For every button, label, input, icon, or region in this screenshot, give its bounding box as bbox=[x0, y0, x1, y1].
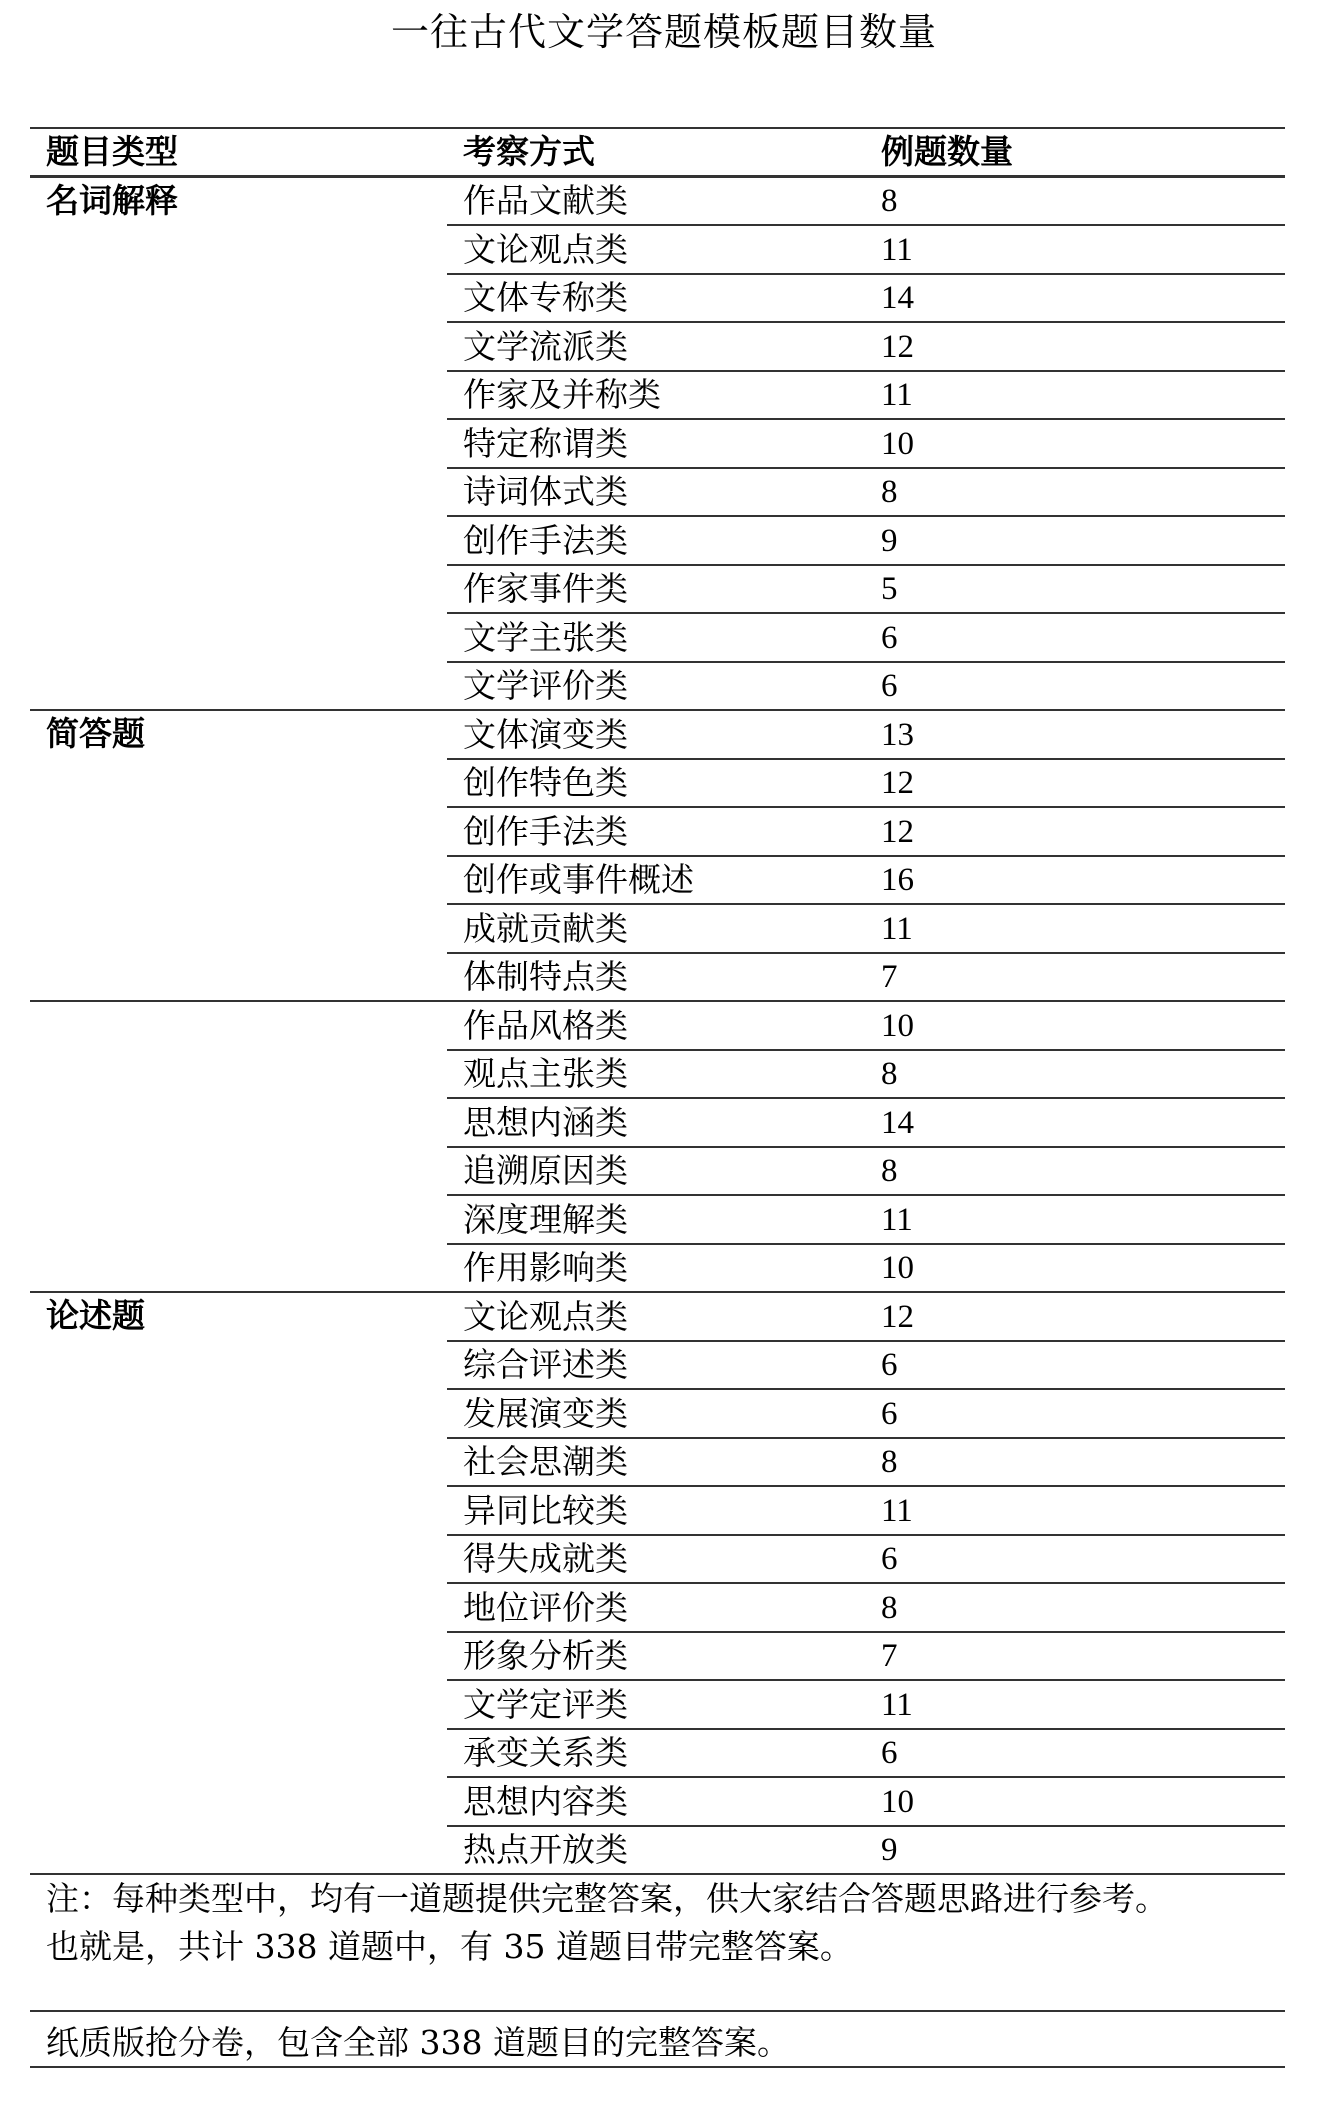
header-example-count: 例题数量 bbox=[881, 132, 1013, 171]
note-line-1: 注：每种类型中，均有一道题提供完整答案，供大家结合答题思路进行参考。 bbox=[46, 1879, 1168, 1918]
exam-method-cell: 深度理解类 bbox=[447, 1195, 865, 1244]
header-exam-method: 考察方式 bbox=[463, 132, 595, 171]
header-question-type: 题目类型 bbox=[46, 132, 178, 171]
exam-method-cell: 作家及并称类 bbox=[447, 371, 865, 420]
example-count-cell: 11 bbox=[865, 225, 1285, 274]
question-count-table-wrap bbox=[30, 127, 1285, 1875]
exam-method-cell: 追溯原因类 bbox=[447, 1147, 865, 1196]
exam-method-cell: 观点主张类 bbox=[447, 1050, 865, 1099]
exam-method-cell: 创作手法类 bbox=[447, 516, 865, 565]
note-line-3: 纸质版抢分卷，包含全部 338 道题目的完整答案。 bbox=[46, 2023, 790, 2062]
exam-method-cell: 文体演变类 bbox=[447, 710, 865, 759]
exam-method-cell: 诗词体式类 bbox=[447, 468, 865, 517]
example-count-cell: 16 bbox=[865, 856, 1285, 905]
example-count-cell: 11 bbox=[865, 1680, 1285, 1729]
example-count-cell: 5 bbox=[865, 565, 1285, 614]
example-count-cell: 10 bbox=[865, 1777, 1285, 1826]
notes-section bbox=[46, 1875, 1286, 2067]
header-row bbox=[30, 128, 1285, 177]
example-count-cell: 9 bbox=[865, 1826, 1285, 1875]
exam-method-cell: 文学主张类 bbox=[447, 613, 865, 662]
question-type-group bbox=[30, 710, 1285, 1001]
exam-method-cell: 综合评述类 bbox=[447, 1341, 865, 1390]
example-count-cell: 8 bbox=[865, 177, 1285, 226]
example-count-cell: 11 bbox=[865, 371, 1285, 420]
example-count-cell: 7 bbox=[865, 1632, 1285, 1681]
example-count-cell: 9 bbox=[865, 516, 1285, 565]
example-count-cell: 10 bbox=[865, 1001, 1285, 1050]
exam-method-cell: 社会思潮类 bbox=[447, 1438, 865, 1487]
example-count-cell: 10 bbox=[865, 1244, 1285, 1293]
example-count-cell: 6 bbox=[865, 1729, 1285, 1778]
example-count-cell: 14 bbox=[865, 1098, 1285, 1147]
question-type-cell: 名词解释 bbox=[46, 181, 178, 220]
example-count-cell: 10 bbox=[865, 419, 1285, 468]
table-row bbox=[30, 710, 1285, 759]
exam-method-cell: 文论观点类 bbox=[447, 225, 865, 274]
example-count-cell: 8 bbox=[865, 1050, 1285, 1099]
example-count-cell: 12 bbox=[865, 807, 1285, 856]
exam-method-cell: 文学定评类 bbox=[447, 1680, 865, 1729]
example-count-cell: 14 bbox=[865, 274, 1285, 323]
question-type-cell: 简答题 bbox=[46, 714, 145, 753]
example-count-cell: 6 bbox=[865, 1535, 1285, 1584]
bottom-rule bbox=[30, 2066, 1285, 2068]
exam-method-cell: 承变关系类 bbox=[447, 1729, 865, 1778]
note-line-2: 也就是，共计 338 道题中，有 35 道题目带完整答案。 bbox=[46, 1927, 853, 1966]
example-count-cell: 8 bbox=[865, 1583, 1285, 1632]
exam-method-cell: 创作或事件概述 bbox=[447, 856, 865, 905]
exam-method-cell: 成就贡献类 bbox=[447, 904, 865, 953]
example-count-cell: 6 bbox=[865, 613, 1285, 662]
table-row bbox=[30, 1292, 1285, 1341]
example-count-cell: 11 bbox=[865, 1195, 1285, 1244]
question-type-cell: 论述题 bbox=[46, 1296, 145, 1335]
exam-method-cell: 发展演变类 bbox=[447, 1389, 865, 1438]
exam-method-cell: 思想内涵类 bbox=[447, 1098, 865, 1147]
notes-divider bbox=[30, 2010, 1285, 2012]
exam-method-cell: 地位评价类 bbox=[447, 1583, 865, 1632]
question-type-group bbox=[30, 177, 1285, 711]
exam-method-cell: 得失成就类 bbox=[447, 1535, 865, 1584]
exam-method-cell: 文学流派类 bbox=[447, 322, 865, 371]
exam-method-cell: 思想内容类 bbox=[447, 1777, 865, 1826]
table-row bbox=[30, 1001, 1285, 1050]
example-count-cell: 6 bbox=[865, 1389, 1285, 1438]
exam-method-cell: 热点开放类 bbox=[447, 1826, 865, 1875]
example-count-cell: 7 bbox=[865, 953, 1285, 1002]
question-type-group bbox=[30, 1001, 1285, 1292]
table-header bbox=[30, 128, 1285, 177]
example-count-cell: 8 bbox=[865, 1147, 1285, 1196]
exam-method-cell: 文学评价类 bbox=[447, 662, 865, 711]
example-count-cell: 8 bbox=[865, 468, 1285, 517]
example-count-cell: 12 bbox=[865, 322, 1285, 371]
example-count-cell: 13 bbox=[865, 710, 1285, 759]
exam-method-cell: 文体专称类 bbox=[447, 274, 865, 323]
exam-method-cell: 作品风格类 bbox=[447, 1001, 865, 1050]
exam-method-cell: 作品文献类 bbox=[447, 177, 865, 226]
example-count-cell: 8 bbox=[865, 1438, 1285, 1487]
example-count-cell: 12 bbox=[865, 1292, 1285, 1341]
example-count-cell: 6 bbox=[865, 662, 1285, 711]
question-type-group bbox=[30, 1292, 1285, 1874]
question-count-table bbox=[30, 127, 1285, 1875]
exam-method-cell: 作家事件类 bbox=[447, 565, 865, 614]
table-row bbox=[30, 177, 1285, 226]
question-type-cell bbox=[30, 1001, 447, 1292]
exam-method-cell: 文论观点类 bbox=[447, 1292, 865, 1341]
exam-method-cell: 作用影响类 bbox=[447, 1244, 865, 1293]
example-count-cell: 11 bbox=[865, 904, 1285, 953]
exam-method-cell: 异同比较类 bbox=[447, 1486, 865, 1535]
example-count-cell: 6 bbox=[865, 1341, 1285, 1390]
document-title: 一往古代文学答题模板题目数量 bbox=[390, 10, 937, 54]
exam-method-cell: 创作特色类 bbox=[447, 759, 865, 808]
example-count-cell: 11 bbox=[865, 1486, 1285, 1535]
exam-method-cell: 特定称谓类 bbox=[447, 419, 865, 468]
exam-method-cell: 形象分析类 bbox=[447, 1632, 865, 1681]
exam-method-cell: 创作手法类 bbox=[447, 807, 865, 856]
example-count-cell: 12 bbox=[865, 759, 1285, 808]
exam-method-cell: 体制特点类 bbox=[447, 953, 865, 1002]
